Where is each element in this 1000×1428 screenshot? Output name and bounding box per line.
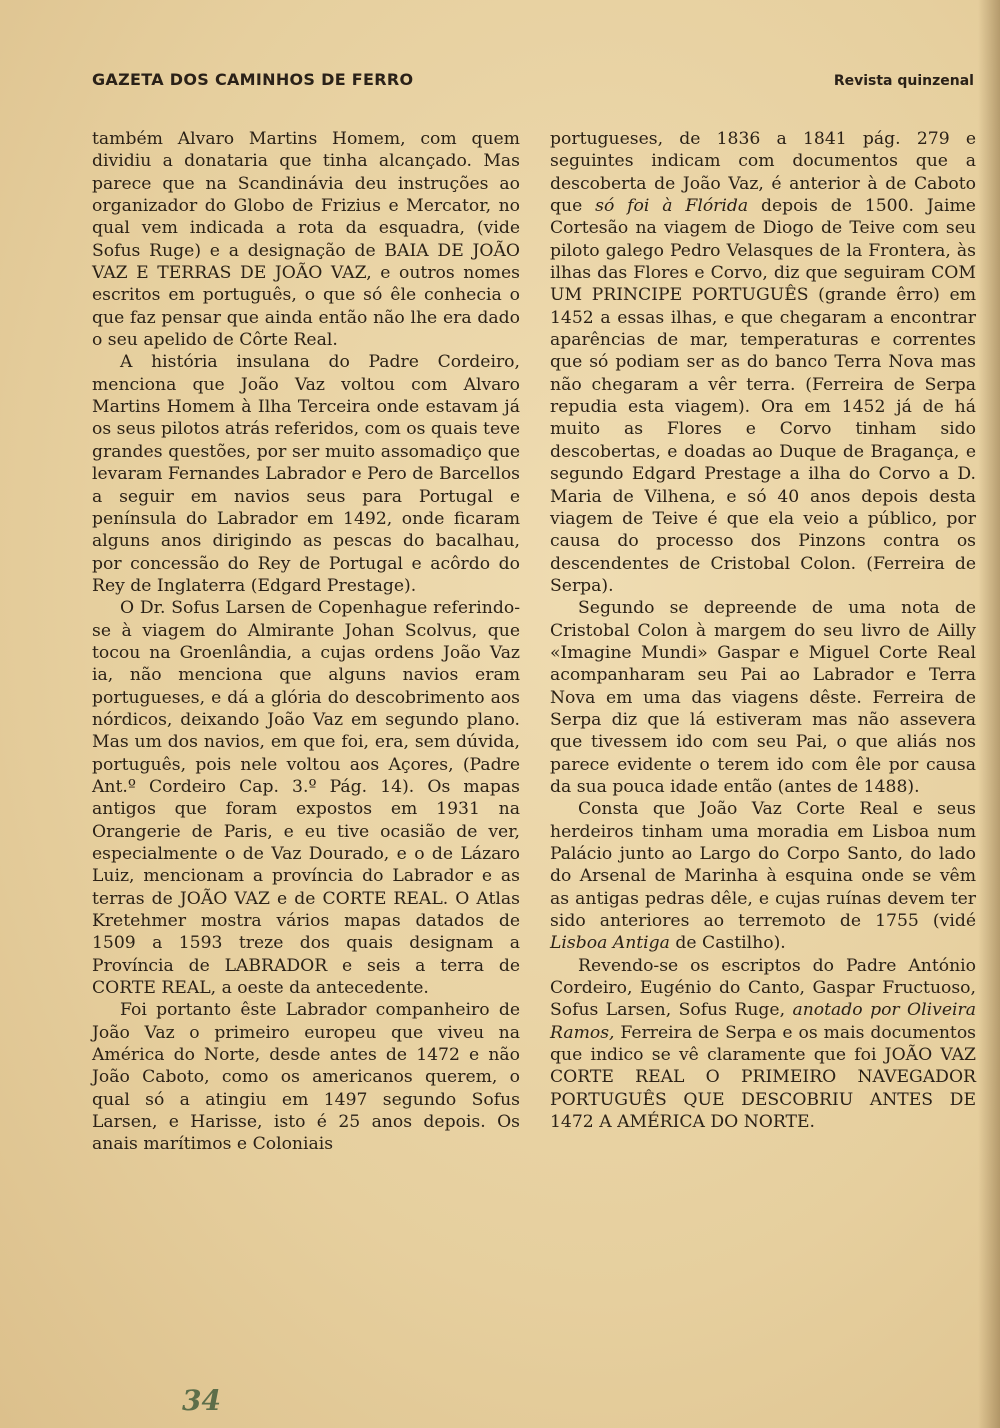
text-run: Revendo-se os escriptos do Padre António Cordeiro, Eugénio do Canto, Gaspar Fructuoso, Sofus Larsen, Sofus Ruge, bbox=[550, 955, 976, 1021]
page-number: 34 bbox=[182, 1384, 221, 1417]
text-run: de Castilho). bbox=[669, 933, 786, 954]
paragraph: O Dr. Sofus Larsen de Copenhague referindo-se à viagem do Almirante Johan Scolvus, que tocou na Groenlândia, a cujas ordens João Vaz ia, não menciona que alguns navios eram portugueses, e dá a glória do descobrimento aos nórdicos, deixando João Vaz em segundo plano. Mas um dos navios, em que foi, era, sem dúvida, português, pois nele voltou aos Açores, (Padre Ant.º Cordeiro Cap. 3.º Pág. 14). Os mapas antigos que foram expostos em 1931 na Orangerie de Paris, e eu tive ocasião de ver, especialmente o de Vaz Dourado, e o de Lázaro Luiz, mencionam a província do Labrador e as terras de JOÃO VAZ e de CORTE REAL. O Atlas Kretehmer mostra vários mapas datados de 1509 a 1593 treze dos quais designam a Província de LABRADOR e seis a terra de CORTE REAL, a oeste da antecedente. bbox=[92, 598, 520, 999]
italic-text-run: anotado por Oliveira Ramos, bbox=[550, 1000, 976, 1043]
paragraph bbox=[550, 128, 976, 597]
running-header bbox=[92, 70, 974, 100]
paragraph: Segundo se depreende de uma nota de Cristobal Colon à margem do seu livro de Ailly «Imagine Mundi» Gaspar e Miguel Corte Real acompanharam seu Pai ao Labrador e Terra Nova em uma das viagens dêste. Ferreira de Serpa diz que lá estiveram mas não assevera que tivessem ido com seu Pai, o que aliás nos parece evidente o terem ido com êle por causa da sua pouca idade então (antes de 1488). bbox=[550, 598, 976, 797]
italic-text-run: só foi à Flórida bbox=[595, 196, 749, 217]
paragraph bbox=[550, 798, 976, 954]
publication-title: GAZETA DOS CAMINHOS DE FERRO bbox=[92, 70, 414, 89]
page-edge-shadow bbox=[978, 0, 1000, 1428]
text-run: depois de 1500. Jaime Cortesão na viagem de Diogo de Teive com seu piloto galego Pedro Velasques de la Frontera, às ilhas das Flores e Corvo, diz que seguiram COM UM PRINCIPE PORTUGUÊS (grande êrro) em 1452 a essas ilhas, e que chegaram a encontrar aparências de mar, temperaturas e correntes que só podiam ser as do banco Terra Nova mas não chegaram a vêr terra. (Ferreira de Serpa repudia esta viagem). Ora em 1452 já de há muito as Flores e Corvo tinham sido descobertas, e doadas ao Duque de Bragança, e segundo Edgard Prestage a ilha do Corvo a D. Maria de Vilhena, e só 40 anos depois desta viagem de Teive é que ela veio a público, por causa do processo dos Pinzons contra os descendentes de Cristobal Colon. (Ferreira de Serpa). bbox=[550, 196, 976, 596]
text-run: Consta que João Vaz Corte Real e seus herdeiros tinham uma moradia em Lisboa num Palácio junto ao Largo do Corpo Santo, do lado do Arsenal de Marinha à esquina onde se vêm as antigas pedras dêle, e cujas ruínas devem ter sido anteriores ao terremoto de 1755 (vidé bbox=[550, 799, 976, 932]
right-column bbox=[550, 128, 976, 1133]
text-run: portugueses, de 1836 a 1841 pág. 279 e seguintes indicam com documentos que a descoberta de João Vaz, é anterior à de Caboto que bbox=[550, 129, 976, 217]
paragraph bbox=[550, 955, 976, 1134]
paragraph: A história insulana do Padre Cordeiro, menciona que João Vaz voltou com Alvaro Martins Homem à Ilha Terceira onde estavam já os seus pilotos atrás referidos, com os quais teve grandes questões, por ser muito assomadiço que levaram Fernandes Labrador e Pero de Barcellos a seguir em navios seus para Portugal e península do Labrador em 1492, onde ficaram alguns anos dirigindo as pescas do bacalhau, por concessão do Rey de Portugal e acôrdo do Rey de Inglaterra (Edgard Prestage). bbox=[92, 352, 520, 596]
italic-text-run: Lisboa Antiga bbox=[550, 933, 670, 954]
paragraph: Foi portanto êste Labrador companheiro de João Vaz o primeiro europeu que viveu na América do Norte, desde antes de 1472 e não João Caboto, como os americanos querem, o qual só a atingiu em 1497 segundo Sofus Larsen, e Harisse, isto é 25 anos depois. Os anais marítimos e Coloniais bbox=[92, 1000, 520, 1155]
text-run: Ferreira de Serpa e os mais documentos que indico se vê claramente que foi JOÃO VAZ CORTE REAL O PRIMEIRO NAVEGADOR PORTUGUÊS QUE DESCOBRIU ANTES DE 1472 A AMÉRICA DO NORTE. bbox=[550, 1022, 976, 1133]
publication-frequency: Revista quinzenal bbox=[833, 73, 974, 89]
left-column bbox=[92, 128, 520, 1156]
paragraph: também Alvaro Martins Homem, com quem dividiu a donataria que tinha alcançado. Mas parece que na Scandinávia deu instruções ao organizador do Globo de Frizius e Mercator, no qual vem indicada a rota da esquadra, (vide Sofus Ruge) e a designação de BAIA DE JOÃO VAZ E TERRAS DE JOÃO VAZ, e outros nomes escritos em português, o que só êle conhecia o que faz pensar que ainda então não lhe era dado o seu apelido de Côrte Real. bbox=[92, 129, 520, 351]
